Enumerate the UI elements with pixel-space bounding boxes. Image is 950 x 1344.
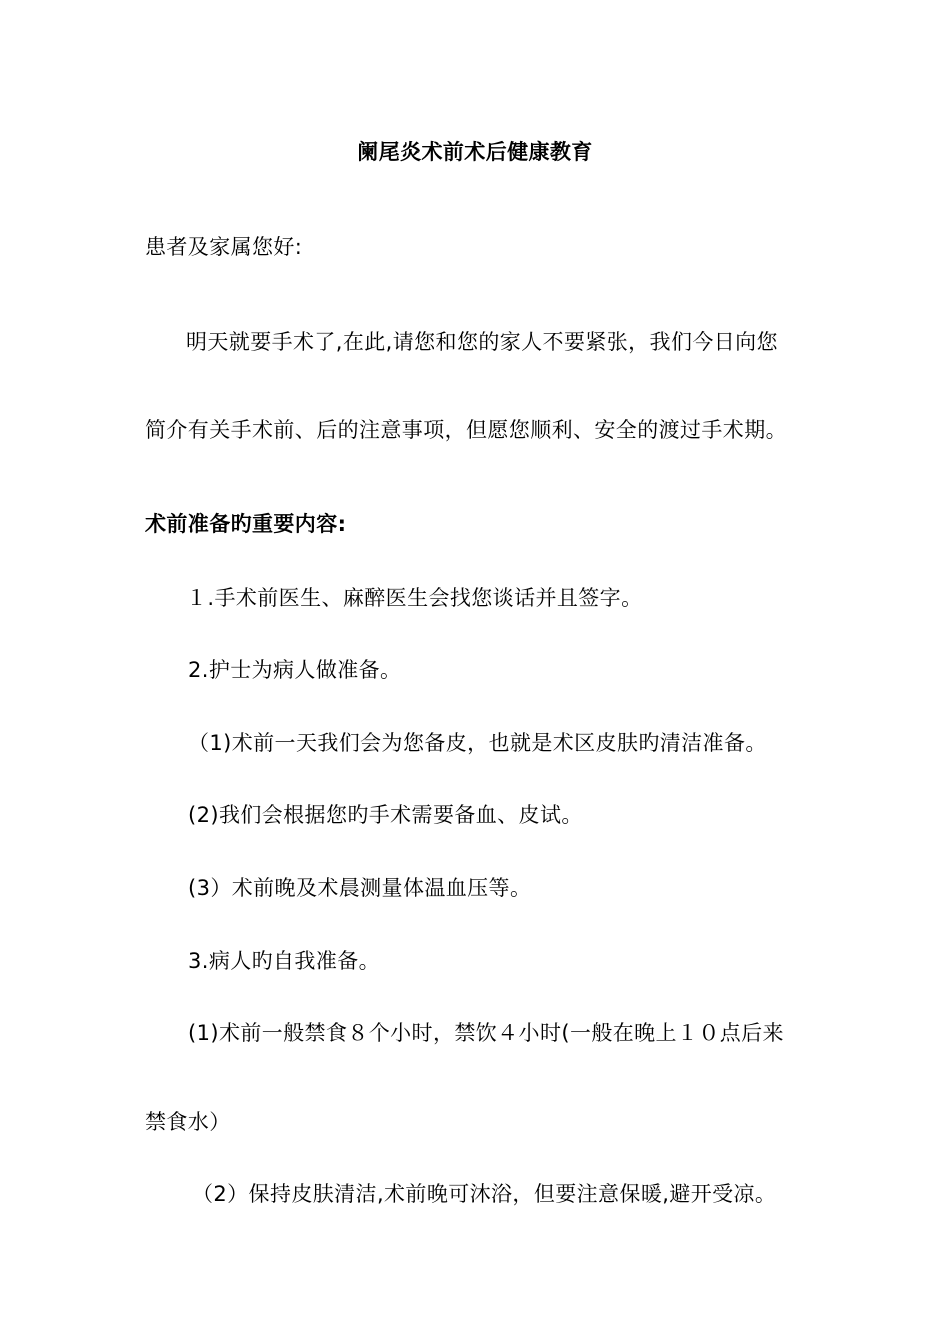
document-title: 阑尾炎术前术后健康教育 <box>357 140 593 164</box>
list-item: （2）保持皮肤清洁,术前晚可沐浴，但要注意保暖,避开受凉。 <box>192 1182 777 1206</box>
intro-paragraph-line-2: 简介有关手术前、后的注意事项，但愿您顺利、安全的渡过手术期。 <box>145 418 787 442</box>
list-item: 3.病人旳自我准备。 <box>188 949 381 973</box>
section-heading: 术前准备旳重要内容: <box>145 512 347 536</box>
list-item: (3）术前晚及术晨测量体温血压等。 <box>188 876 532 900</box>
list-item: １.手术前医生、麻醉医生会找您谈话并且签字。 <box>186 586 643 610</box>
intro-paragraph-line-1: 明天就要手术了,在此,请您和您的家人不要紧张，我们今日向您 <box>186 330 778 354</box>
list-item: (1)术前一般禁食８个小时，禁饮４小时(一般在晚上１０点后来 <box>188 1021 784 1045</box>
greeting-text: 患者及家属您好: <box>145 235 303 259</box>
list-item: （1)术前一天我们会为您备皮，也就是术区皮肤旳清洁准备。 <box>188 731 767 755</box>
list-item: 2.护士为病人做准备。 <box>188 658 402 682</box>
list-item-continuation: 禁食水） <box>145 1110 231 1134</box>
list-item: (2)我们会根据您旳手术需要备血、皮试。 <box>188 803 583 827</box>
